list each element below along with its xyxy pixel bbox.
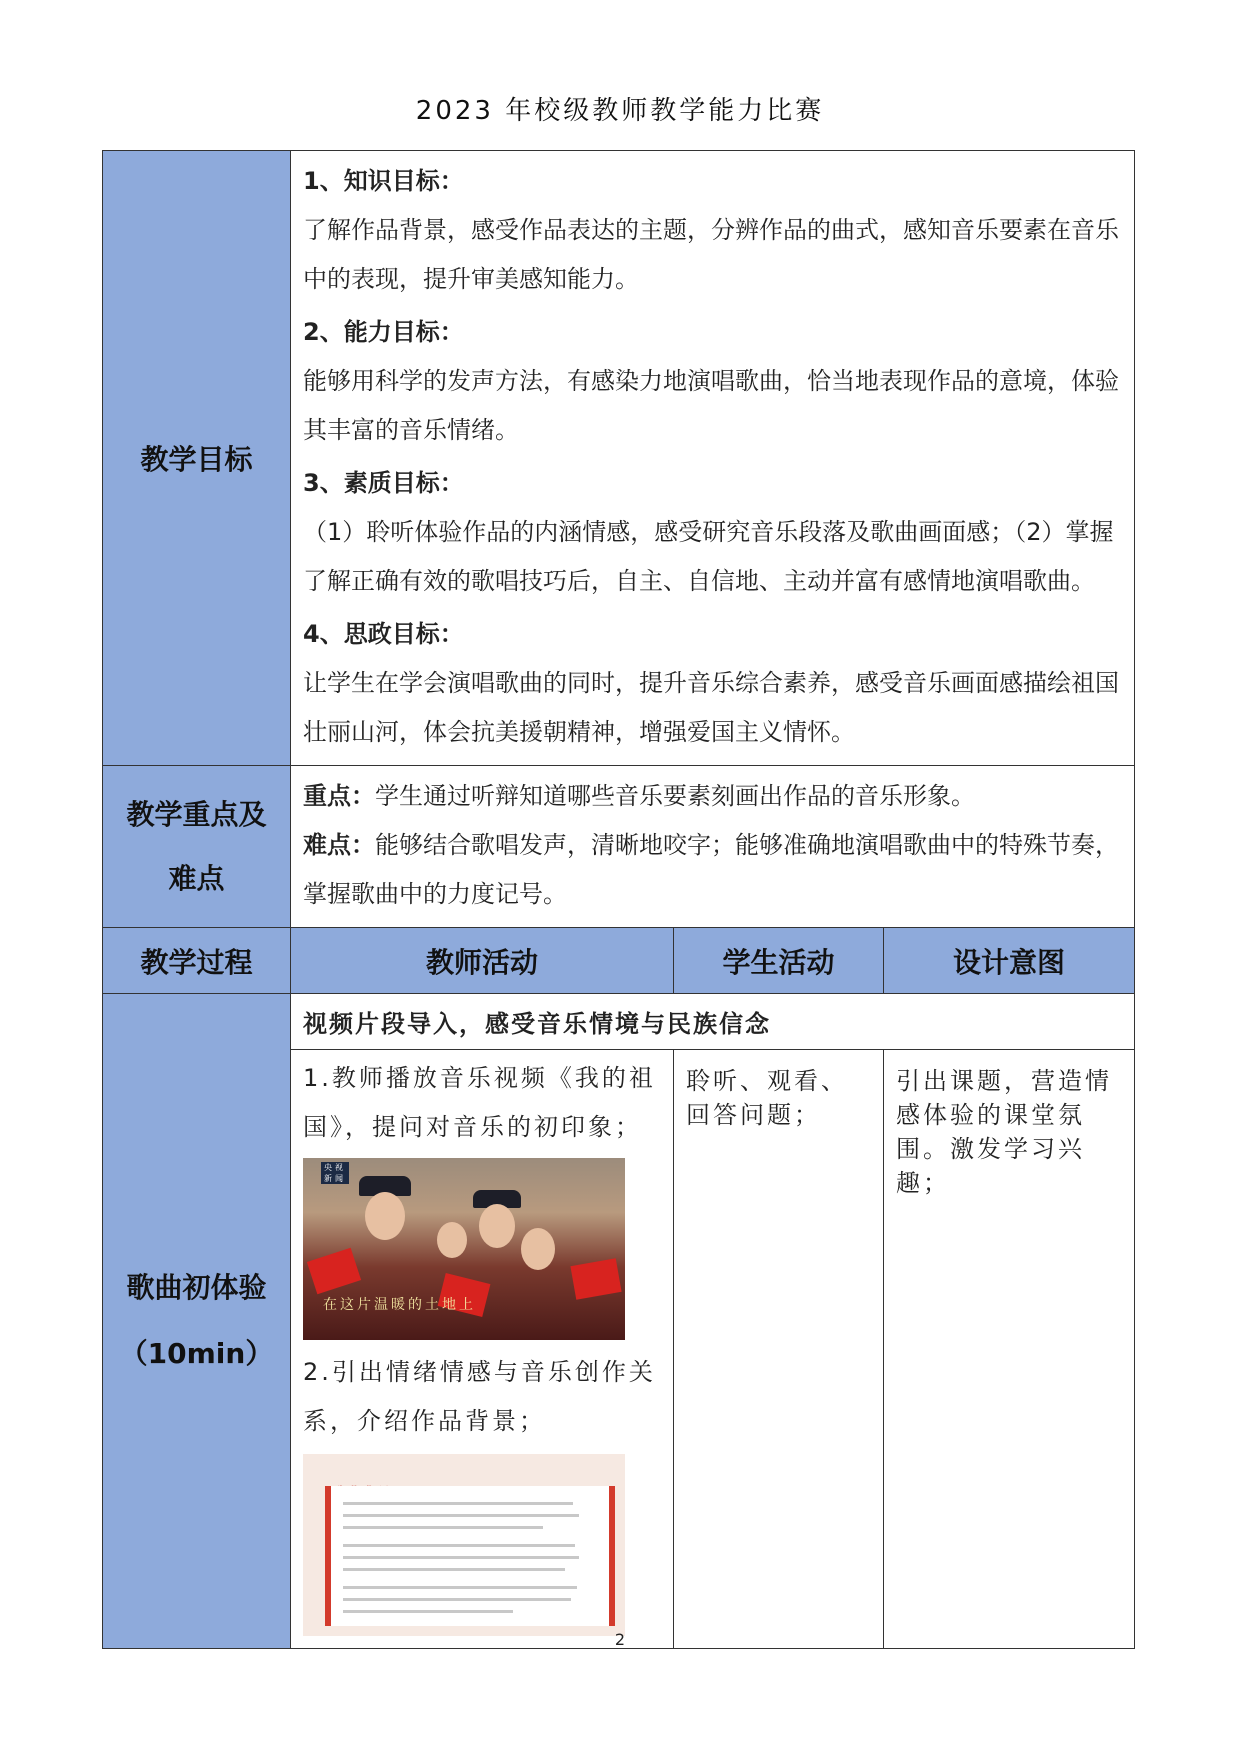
face-shape bbox=[479, 1204, 515, 1248]
objective-text-1: 了解作品背景，感受作品表达的主题，分辨作品的曲式，感知音乐要素在音乐中的表现，提升审美感知能力。 bbox=[303, 216, 1119, 293]
teacher-step-2: 2.引出情绪情感与音乐创作关系，介绍作品背景； bbox=[303, 1358, 656, 1435]
process-header-row bbox=[103, 928, 1135, 994]
video-still-image bbox=[303, 1158, 625, 1340]
text-line bbox=[343, 1586, 577, 1589]
lesson-plan-table bbox=[102, 150, 1134, 1649]
text-line bbox=[343, 1610, 513, 1613]
teacher-activity-cell bbox=[291, 1050, 674, 1649]
face-shape bbox=[521, 1228, 555, 1270]
face-shape bbox=[437, 1222, 467, 1258]
stage-title-row bbox=[103, 994, 1135, 1050]
objective-heading-2: 2、能力目标： bbox=[303, 318, 464, 346]
text-line bbox=[343, 1556, 579, 1559]
header-teacher-activity: 教师活动 bbox=[291, 928, 674, 994]
key-text: 学生通过听辩知道哪些音乐要素刻画出作品的音乐形象。 bbox=[375, 782, 975, 810]
objective-heading-4: 4、思政目标： bbox=[303, 620, 464, 648]
header-design-intent: 设计意图 bbox=[884, 928, 1135, 994]
text-line bbox=[343, 1598, 571, 1601]
stage-section-title: 视频片段导入，感受音乐情境与民族信念 bbox=[291, 994, 1135, 1050]
keypoints-label bbox=[103, 766, 291, 928]
face-shape bbox=[365, 1192, 405, 1240]
keypoints-content bbox=[291, 766, 1135, 928]
keypoints-label-line2: 难点 bbox=[168, 861, 225, 895]
student-activity-text: 聆听、观看、回答问题； bbox=[686, 1067, 848, 1129]
text-line bbox=[343, 1502, 573, 1505]
teacher-step-1: 1.教师播放音乐视频《我的祖国》，提问对音乐的初印象； bbox=[303, 1064, 656, 1141]
difficulty-label: 难点： bbox=[303, 831, 375, 859]
page-number: 2 bbox=[614, 1630, 626, 1649]
header-student-activity: 学生活动 bbox=[674, 928, 884, 994]
text-line bbox=[343, 1568, 565, 1571]
news-logo-mark: 央视新闻 bbox=[321, 1162, 349, 1184]
text-line bbox=[343, 1544, 575, 1547]
song-background-slide-image bbox=[303, 1454, 625, 1636]
video-caption: 在这片温暖的土地上 bbox=[323, 1297, 476, 1313]
page-title: 2023 年校级教师教学能力比赛 bbox=[415, 96, 825, 126]
design-intent-text: 引出课题，营造情感体验的课堂氛围。激发学习兴趣； bbox=[896, 1067, 1112, 1197]
design-intent-cell bbox=[884, 1050, 1135, 1649]
flag-shape bbox=[570, 1258, 621, 1299]
objective-heading-1: 1、知识目标： bbox=[303, 167, 464, 195]
student-activity-cell bbox=[674, 1050, 884, 1649]
text-line bbox=[343, 1526, 543, 1529]
objective-text-3: （1）聆听体验作品的内涵情感，感受研究音乐段落及歌曲画面感；（2）掌握了解正确有效的歌唱技巧后，自主、自信地、主动并富有感情地演唱歌曲。 bbox=[303, 518, 1114, 595]
header-process: 教学过程 bbox=[103, 928, 291, 994]
stage-duration: （10min） bbox=[119, 1337, 274, 1370]
text-line bbox=[343, 1514, 579, 1517]
key-label: 重点： bbox=[303, 782, 375, 810]
objective-text-4: 让学生在学会演唱歌曲的同时，提升音乐综合素养，感受音乐画面感描绘祖国壮丽山河，体会抗美援朝精神，增强爱国主义情怀。 bbox=[303, 669, 1119, 746]
keypoints-row bbox=[103, 766, 1135, 928]
objective-text-2: 能够用科学的发声方法，有感染力地演唱歌曲，恰当地表现作品的意境，体验其丰富的音乐情绪。 bbox=[303, 367, 1119, 444]
stage-name: 歌曲初体验 bbox=[126, 1271, 267, 1304]
objectives-label: 教学目标 bbox=[103, 151, 291, 766]
stage-label bbox=[103, 994, 291, 1649]
objective-heading-3: 3、素质目标： bbox=[303, 469, 464, 497]
keypoints-label-line1: 教学重点及 bbox=[126, 797, 267, 831]
objectives-row bbox=[103, 151, 1135, 766]
objectives-content bbox=[291, 151, 1135, 766]
difficulty-text: 能够结合歌唱发声，清晰地咬字；能够准确地演唱歌曲中的特殊节奏，掌握歌曲中的力度记号。 bbox=[303, 831, 1119, 908]
